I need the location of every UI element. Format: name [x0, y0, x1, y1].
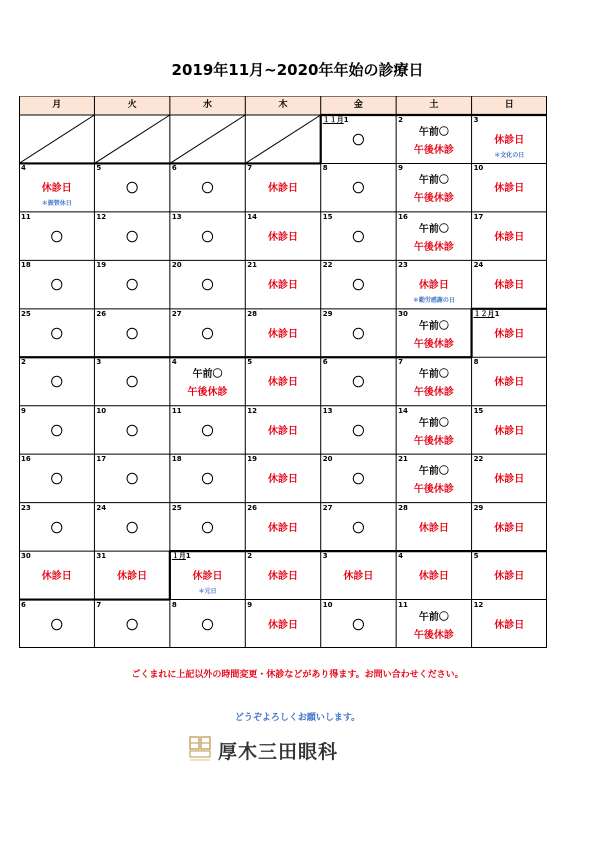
clinic-logo-mark-icon	[188, 735, 214, 763]
day-label: 10	[322, 600, 333, 609]
open-mark: 〇	[50, 229, 63, 244]
day-label: 3	[96, 358, 102, 367]
open-mark: 〇	[126, 520, 139, 535]
day-label: 5	[247, 358, 253, 367]
day-label: 27	[322, 503, 333, 512]
day-label: 6	[171, 164, 177, 173]
open-mark: 〇	[352, 278, 365, 293]
am-open-mark: 午前〇	[418, 417, 449, 429]
day-label: 16	[21, 455, 31, 464]
day-label: 25	[21, 309, 31, 318]
open-mark: 〇	[126, 181, 139, 196]
weekday-header: 金	[321, 96, 396, 115]
closed-mark: 休診日	[418, 571, 449, 583]
thanks-text: どうぞよろしくお願いします。	[234, 713, 361, 723]
page-title: 2019年11月~2020年年始の診療日	[171, 61, 424, 79]
pm-closed-mark: 午後休診	[413, 387, 454, 399]
closed-mark: 休診日	[494, 328, 525, 340]
open-mark: 〇	[352, 326, 365, 341]
day-label: 2	[398, 116, 404, 124]
open-mark: 〇	[126, 278, 139, 293]
closed-mark: 休診日	[494, 135, 525, 146]
open-mark: 〇	[126, 617, 139, 632]
closed-mark: 休診日	[494, 474, 525, 486]
day-label: 9	[247, 600, 253, 609]
weekday-header: 日	[472, 96, 547, 115]
open-mark: 〇	[352, 375, 365, 390]
weekday-header: 月	[19, 96, 94, 115]
clinic-logo	[188, 735, 368, 763]
closed-mark: 休診日	[267, 377, 298, 389]
day-label: 12	[247, 406, 258, 415]
day-label: 31	[96, 552, 107, 561]
day-label: 30	[398, 309, 408, 318]
open-mark: 〇	[352, 229, 365, 244]
day-label: 29	[322, 309, 333, 318]
day-label: 28	[247, 309, 258, 318]
open-mark: 〇	[50, 375, 63, 390]
closed-mark: 休診日	[343, 571, 374, 583]
day-label: 5	[473, 552, 479, 561]
open-mark: 〇	[352, 617, 365, 632]
open-mark: 〇	[201, 278, 214, 293]
pm-closed-mark: 午後休診	[413, 193, 454, 205]
clinic-logo-name: 厚木三田眼科	[218, 741, 339, 763]
closed-mark: 休診日	[267, 474, 298, 486]
day-label: 15	[322, 212, 333, 221]
closed-mark: 休診日	[267, 328, 298, 340]
day-label: 19	[247, 455, 258, 464]
day-label: 6	[322, 358, 328, 367]
am-open-mark: 午前〇	[418, 223, 449, 235]
blank-cell-slash	[170, 115, 245, 163]
day-label: 1	[494, 309, 500, 318]
am-open-mark: 午前〇	[418, 611, 449, 623]
open-mark: 〇	[126, 472, 139, 487]
day-label: 3	[322, 552, 328, 561]
day-label: 8	[473, 358, 479, 367]
day-label: 16	[398, 212, 408, 221]
pm-closed-mark: 午後休診	[413, 338, 454, 350]
blank-cell-slash	[94, 115, 169, 163]
am-open-mark: 午前〇	[418, 369, 449, 381]
day-label: 18	[21, 261, 31, 270]
weekday-header: 水	[170, 96, 245, 115]
day-label: 4	[21, 164, 26, 173]
day-label: 12	[473, 600, 484, 609]
pm-closed-mark: 午後休診	[413, 435, 454, 447]
day-label: 19	[96, 261, 107, 270]
closed-mark: 休診日	[267, 619, 298, 631]
calendar-grid	[19, 96, 547, 648]
closed-mark: 休診日	[418, 522, 449, 534]
day-label: 26	[96, 309, 107, 318]
pm-closed-mark: 午後休診	[413, 241, 454, 253]
closed-mark: 休診日	[192, 571, 223, 583]
weekday-header: 土	[396, 96, 471, 115]
open-mark: 〇	[50, 617, 63, 632]
open-mark: 〇	[201, 472, 214, 487]
day-label: 2	[21, 358, 26, 367]
open-mark: 〇	[50, 520, 63, 535]
closed-mark: 休診日	[418, 280, 449, 292]
day-label: 20	[171, 261, 182, 270]
day-label: 17	[473, 212, 484, 221]
open-mark: 〇	[126, 375, 139, 390]
closed-mark: 休診日	[41, 571, 72, 583]
open-mark: 〇	[201, 423, 214, 438]
closed-mark: 休診日	[267, 280, 298, 292]
day-label: 11	[171, 406, 182, 415]
closed-mark: 休診日	[494, 425, 525, 437]
open-mark: 〇	[126, 326, 139, 341]
day-label: 28	[398, 503, 408, 512]
open-mark: 〇	[201, 229, 214, 244]
am-open-mark: 午前〇	[418, 466, 449, 478]
open-mark: 〇	[352, 133, 365, 147]
closed-mark: 休診日	[494, 231, 525, 243]
open-mark: 〇	[50, 423, 63, 438]
am-open-mark: 午前〇	[418, 127, 449, 138]
day-label: 8	[171, 600, 177, 609]
weekday-header: 木	[245, 96, 320, 115]
day-label: 26	[247, 503, 258, 512]
day-label: 27	[171, 309, 182, 318]
pm-closed-mark: 午後休診	[413, 629, 454, 641]
open-mark: 〇	[201, 520, 214, 535]
day-label: 10	[473, 164, 484, 173]
open-mark: 〇	[50, 326, 63, 341]
day-label: 23	[398, 261, 408, 270]
weekday-header: 火	[94, 96, 169, 115]
blank-cell-slash	[19, 115, 94, 163]
day-label: 14	[398, 406, 408, 415]
day-label: 7	[398, 358, 404, 367]
closed-mark: 休診日	[494, 619, 525, 631]
day-label: 21	[398, 455, 408, 464]
calendar	[19, 96, 547, 648]
open-mark: 〇	[126, 229, 139, 244]
holiday-note: ＊勤労感謝の日	[412, 297, 455, 305]
open-mark: 〇	[50, 278, 63, 293]
am-open-mark: 午前〇	[418, 320, 449, 332]
closed-mark: 休診日	[41, 183, 72, 195]
day-label: 11	[398, 600, 408, 609]
month-label: １２月	[473, 309, 495, 318]
am-open-mark: 午前〇	[192, 369, 223, 381]
open-mark: 〇	[352, 472, 365, 487]
day-label: 29	[473, 503, 484, 512]
day-label: 6	[21, 600, 26, 609]
closed-mark: 休診日	[117, 571, 148, 583]
notice-text: ごくまれに上記以外の時間変更・休診などがあり得ます。お問い合わせください。	[131, 670, 464, 680]
closed-mark: 休診日	[494, 522, 525, 534]
day-label: 4	[398, 552, 404, 561]
day-label: 1	[185, 552, 191, 561]
open-mark: 〇	[201, 617, 214, 632]
open-mark: 〇	[201, 326, 214, 341]
day-label: 21	[247, 261, 258, 270]
day-label: 13	[322, 406, 333, 415]
day-label: 5	[96, 164, 102, 173]
day-label: 10	[96, 406, 107, 415]
day-label: 25	[171, 503, 182, 512]
closed-mark: 休診日	[494, 280, 525, 292]
day-label: 7	[247, 164, 253, 173]
day-label: 7	[96, 600, 102, 609]
closed-mark: 休診日	[494, 183, 525, 195]
day-label: 18	[171, 455, 182, 464]
pm-closed-mark: 午後休診	[187, 387, 228, 399]
day-label: 9	[398, 164, 404, 173]
closed-mark: 休診日	[267, 522, 298, 534]
day-label: 20	[322, 455, 333, 464]
month-label: １１月	[322, 116, 344, 124]
day-label: 13	[171, 212, 182, 221]
holiday-note: ＊元日	[198, 588, 217, 596]
month-label: １月	[171, 552, 186, 561]
pm-closed-mark: 午後休診	[413, 484, 454, 496]
day-label: 30	[21, 552, 31, 561]
day-label: 9	[21, 406, 26, 415]
closed-mark: 休診日	[267, 571, 298, 583]
day-label: 22	[473, 455, 484, 464]
open-mark: 〇	[50, 472, 63, 487]
closed-mark: 休診日	[267, 425, 298, 437]
closed-mark: 休診日	[267, 231, 298, 243]
day-label: 8	[322, 164, 328, 173]
holiday-note: ＊振替休日	[41, 200, 72, 208]
open-mark: 〇	[352, 181, 365, 196]
open-mark: 〇	[352, 423, 365, 438]
day-label: 11	[21, 212, 31, 221]
day-label: 23	[21, 503, 31, 512]
open-mark: 〇	[352, 520, 365, 535]
day-label: 1	[343, 116, 349, 124]
open-mark: 〇	[126, 423, 139, 438]
day-label: 2	[247, 552, 253, 561]
holiday-note: ＊文化の日	[494, 152, 525, 159]
day-label: 14	[247, 212, 258, 221]
day-label: 15	[473, 406, 484, 415]
day-label: 22	[322, 261, 333, 270]
day-label: 12	[96, 212, 107, 221]
day-label: 24	[473, 261, 484, 270]
closed-mark: 休診日	[267, 183, 298, 195]
open-mark: 〇	[201, 181, 214, 196]
day-label: 3	[473, 116, 479, 124]
pm-closed-mark: 午後休診	[413, 145, 454, 156]
day-label: 17	[96, 455, 107, 464]
closed-mark: 休診日	[494, 377, 525, 389]
blank-cell-slash	[245, 115, 320, 163]
day-label: 4	[171, 358, 177, 367]
closed-mark: 休診日	[494, 571, 525, 583]
day-label: 24	[96, 503, 107, 512]
am-open-mark: 午前〇	[418, 175, 449, 187]
